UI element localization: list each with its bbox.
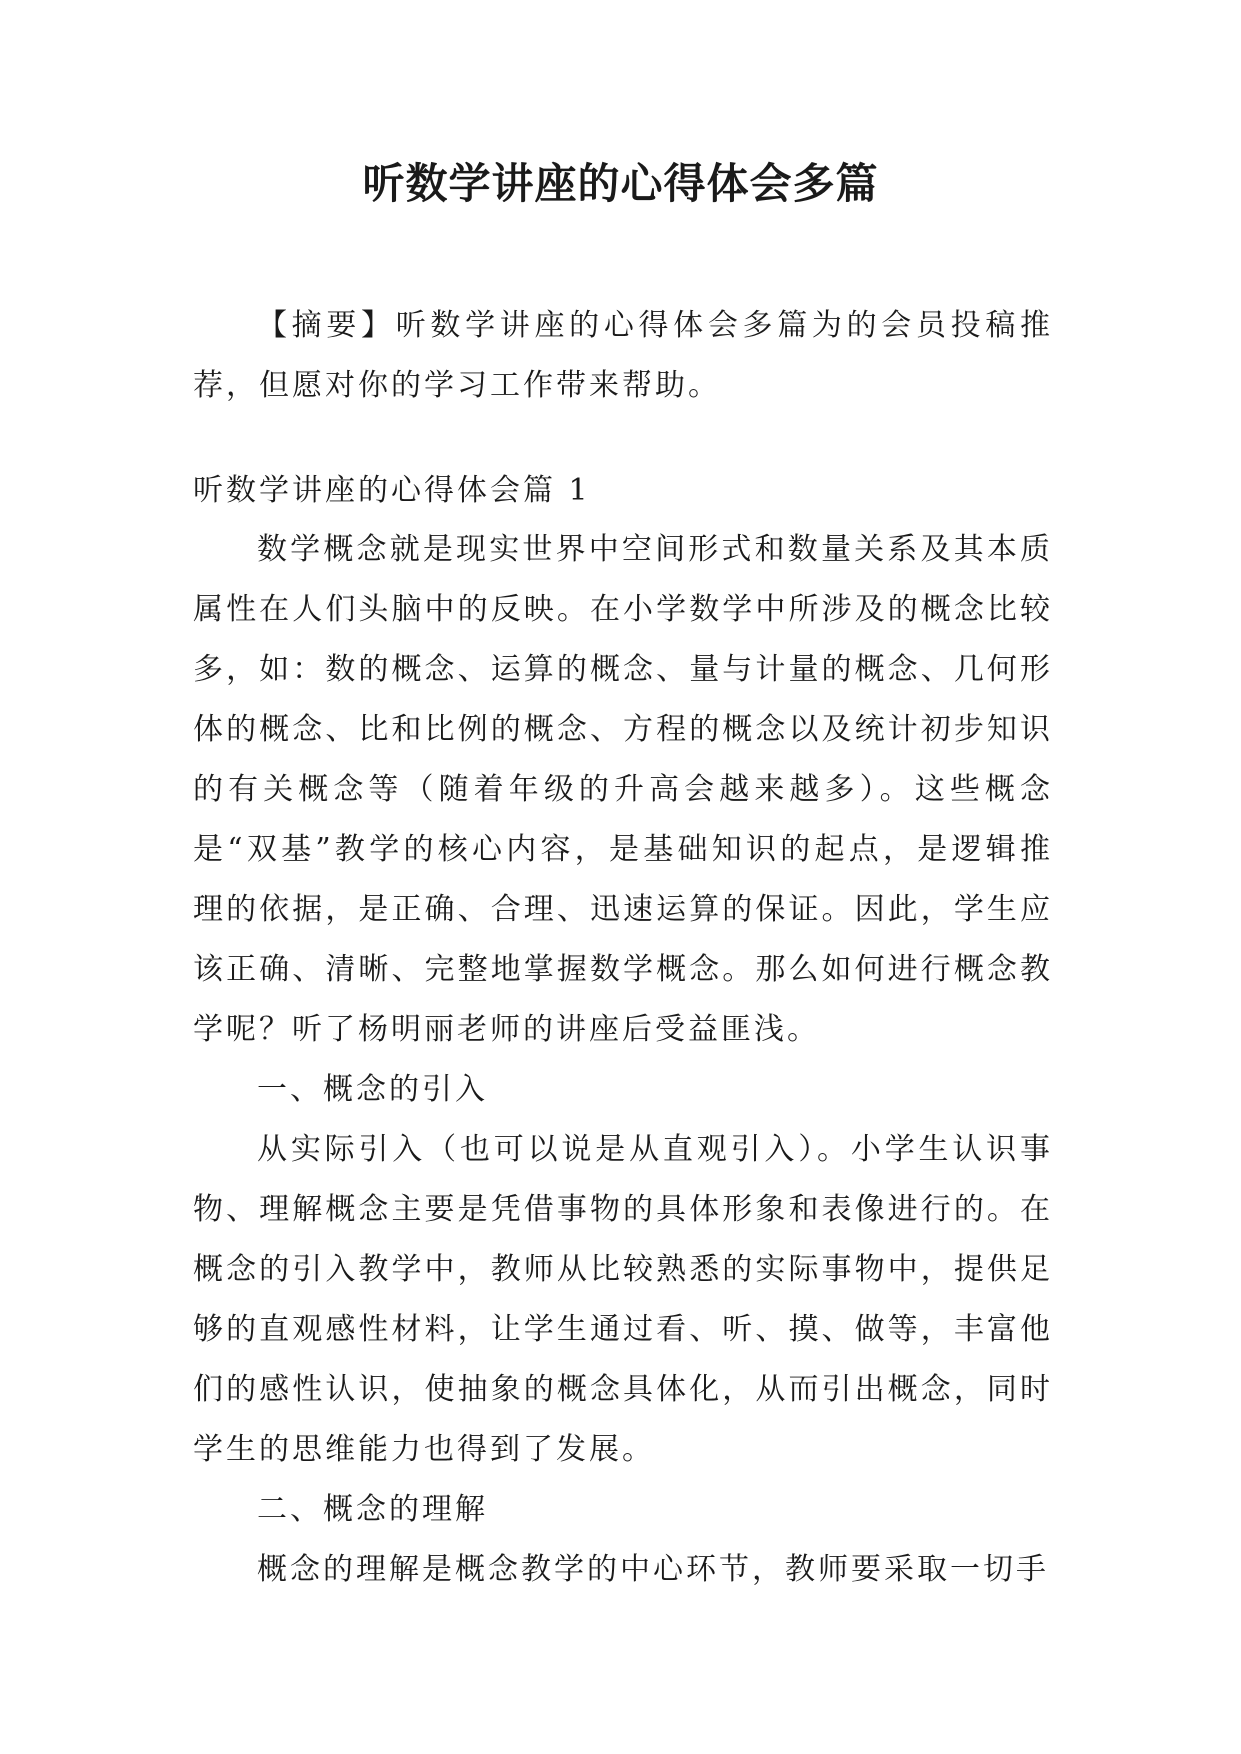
document-title: 听数学讲座的心得体会多篇 bbox=[362, 159, 879, 208]
section-title: 听数学讲座的心得体会篇 1 bbox=[193, 473, 591, 508]
subheading-concept-understanding: 二、概念的理解 bbox=[257, 1492, 488, 1527]
body-text bbox=[193, 520, 1053, 1600]
abstract-paragraph: 【摘要】听数学讲座的心得体会多篇为的会员投稿推荐，但愿对你的学习工作带来帮助。 bbox=[193, 308, 1053, 403]
paragraph-concept-introduction: 从实际引入（也可以说是从直观引入）。小学生认识事物、理解概念主要是凭借事物的具体形象和表像进行的。在概念的引入教学中，教师从比较熟悉的实际事物中，提供足够的直观感性材料，让学生通过看、听、摸、做等，丰富他们的感性认识，使抽象的概念具体化，从而引出概念，同时学生的思维能力也得到了发展。 bbox=[193, 1132, 1053, 1467]
paragraph-intro: 数学概念就是现实世界中空间形式和数量关系及其本质属性在人们头脑中的反映。在小学数学中所涉及的概念比较多，如：数的概念、运算的概念、量与计量的概念、几何形体的概念、比和比例的概念、方程的概念以及统计初步知识的有关概念等（随着年级的升高会越来越多）。这些概念是“双基”教学的核心内容，是基础知识的起点，是逻辑推理的依据，是正确、合理、迅速运算的保证。因此，学生应该正确、清晰、完整地掌握数学概念。那么如何进行概念教学呢？听了杨明丽老师的讲座后受益匪浅。 bbox=[193, 532, 1053, 1047]
paragraph-concept-understanding: 概念的理解是概念教学的中心环节，教师要采取一切手 bbox=[257, 1552, 1049, 1587]
subheading-concept-introduction: 一、概念的引入 bbox=[257, 1072, 488, 1107]
